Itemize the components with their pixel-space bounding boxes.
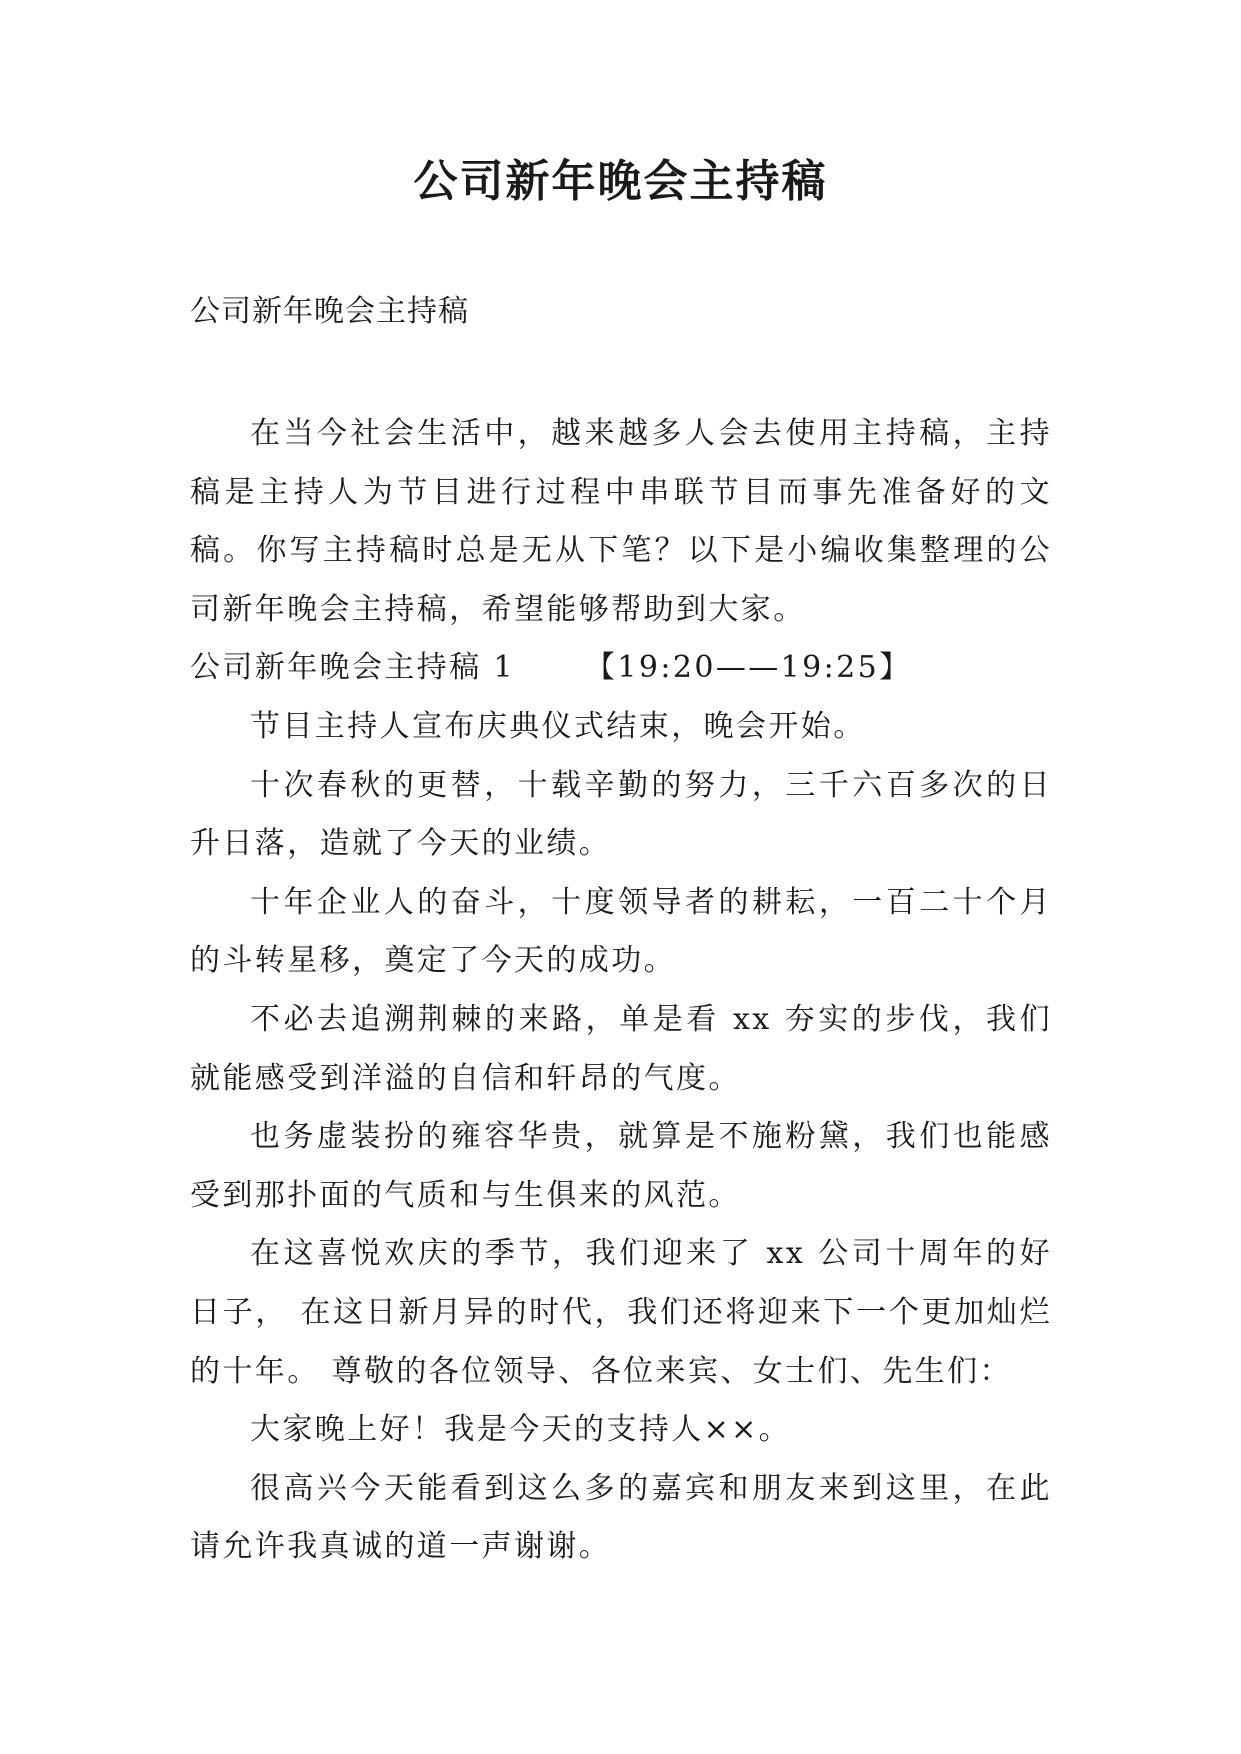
- body-paragraph: 很高兴今天能看到这么多的嘉宾和朋友来到这里，在此请允许我真诚的道一声谢谢。: [190, 1470, 1052, 1565]
- body-paragraph: 节目主持人宣布庆典仪式结束，晚会开始。: [250, 708, 866, 744]
- body-paragraph: 不必去追溯荆棘的来路，单是看 xx 夯实的步伐，我们就能感受到洋溢的自信和轩昂的气度。: [190, 1001, 1052, 1096]
- document-body: [190, 405, 1052, 1577]
- section-time-range: 【19:20——19:25】: [585, 650, 912, 686]
- body-paragraph: 十次春秋的更替，十载辛勤的努力，三千六百多次的日升日落，造就了今天的业绩。: [190, 767, 1052, 862]
- section-heading: [190, 639, 1052, 698]
- document-title: 公司新年晚会主持稿: [413, 156, 828, 207]
- body-paragraph: 也务虚装扮的雍容华贵，就算是不施粉黛，我们也能感受到那扑面的气质和与生俱来的风范。: [190, 1119, 1052, 1213]
- section-heading-label: 公司新年晚会主持稿 1: [190, 650, 516, 686]
- intro-paragraph: 在当今社会生活中，越来越多人会去使用主持稿，主持稿是主持人为节目进行过程中串联节目而事先准备好的文稿。你写主持稿时总是无从下笔？以下是小编收集整理的公司新年晚会主持稿，希望能够帮助到大家。: [190, 416, 1052, 627]
- document-subtitle: 公司新年晚会主持稿: [190, 294, 469, 329]
- body-paragraph: 十年企业人的奋斗，十度领导者的耕耘，一百二十个月的斗转星移，奠定了今天的成功。: [190, 884, 1052, 979]
- body-paragraph: 大家晚上好！我是今天的支持人××。: [250, 1412, 792, 1448]
- body-paragraph: 在这喜悦欢庆的季节，我们迎来了 xx 公司十周年的好日子， 在这日新月异的时代，我们还将迎来下一个更加灿烂的十年。 尊敬的各位领导、各位来宾、女士们、先生们：: [190, 1236, 1052, 1389]
